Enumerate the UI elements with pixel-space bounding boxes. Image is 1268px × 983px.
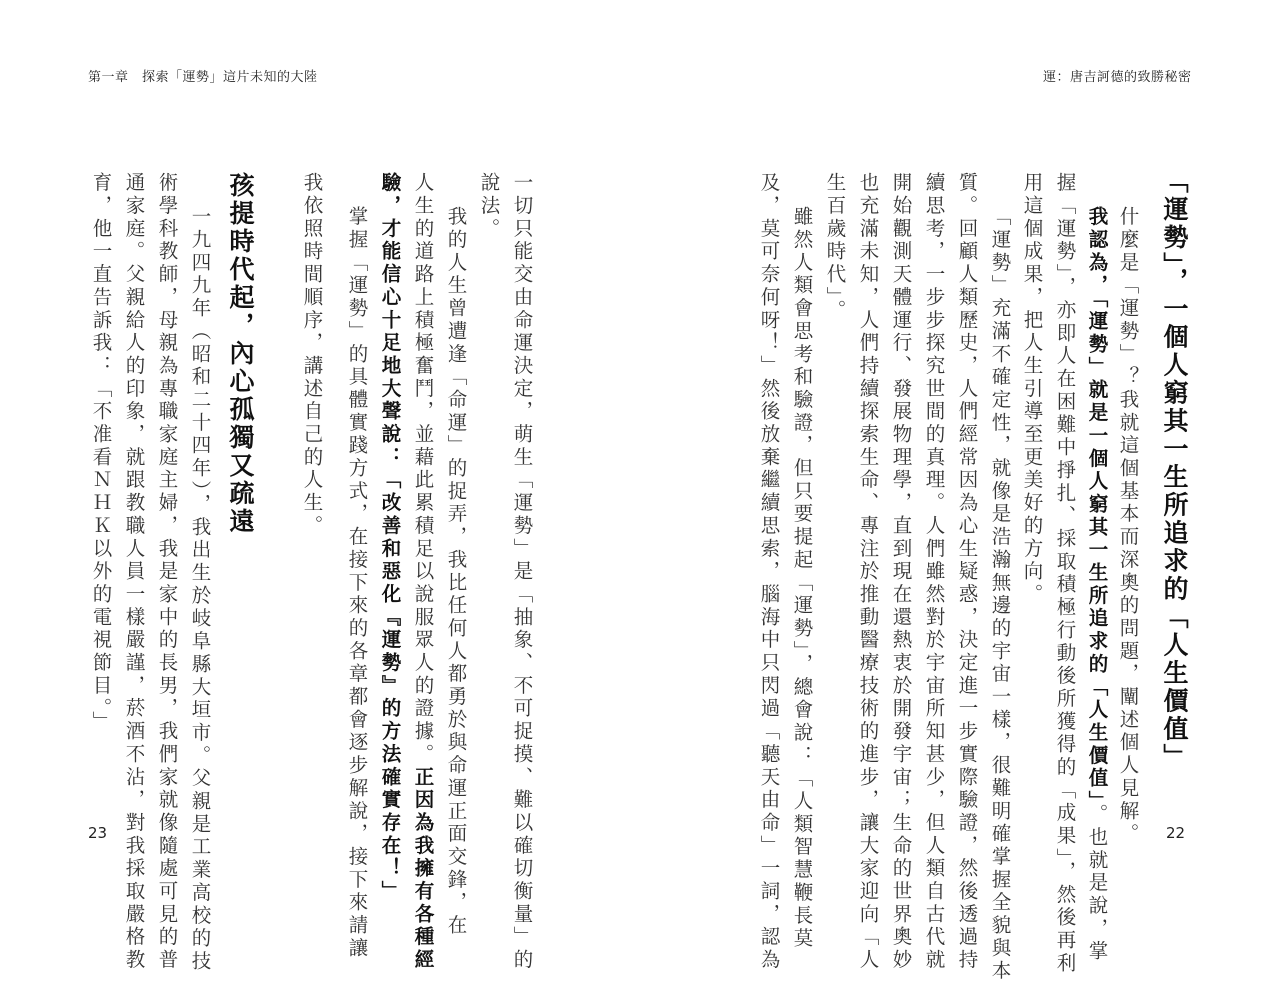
paragraph-line: 一切只能交由命運決定，萌生「運勢」是「抽象、不可捉摸、難以確切衡量」的 xyxy=(510,172,534,972)
section-heading: 「運勢」，一個人窮其一生所追求的「人生價值」 xyxy=(1160,168,1189,772)
paragraph-line: 我依照時間順序，講述自己的人生。 xyxy=(300,172,324,538)
paragraph-line: 續思考，一步步探究世間的真理。人們雖然對於宇宙所知甚少，但人類自古代就 xyxy=(922,172,946,972)
left-running-head: 第一章 探索「運勢」這片未知的大陸 xyxy=(88,70,318,85)
bold-statement: 我認為，「運勢」就是一個人窮其一生所追求的「人生價值」 xyxy=(1085,206,1109,804)
paragraph-line-bold: 驗，才能信心十足地大聲說：「改善和惡化『運勢』的方法確實存在！」 xyxy=(378,172,402,904)
paragraph-line xyxy=(413,172,433,972)
left-page-number: 23 xyxy=(88,824,108,842)
paragraph-line: 育，他一直告訴我：「不准看ＮＨＫ以外的電視節目。」 xyxy=(89,172,113,734)
paragraph-line: 握「運勢」，亦即人在困難中掙扎、採取積極行動後所獲得的「成果」，然後再利 xyxy=(1053,172,1077,976)
paragraph-line-bold xyxy=(1087,206,1107,963)
paragraph-line: 通家庭。父親給人的印象，就跟教職人員一樣嚴謹，菸酒不沾，對我採取嚴格教 xyxy=(122,172,146,972)
paragraph-line: 「運勢」充滿不確定性，就像是浩瀚無邊的宇宙一樣，很難明確掌握全貌與本 xyxy=(988,206,1012,983)
paragraph-line: 雖然人類會思考和驗證，但只要提起「運勢」，總會說：「人類智慧鞭長莫 xyxy=(790,206,814,951)
paragraph-line: 質。回顧人類歷史，人們經常因為心生疑惑，決定進一步實際驗證，然後透過持 xyxy=(955,172,979,972)
paragraph-line: 術學科教師，母親為專職家庭主婦，我是家中的長男，我們家就像隨處可見的普 xyxy=(155,172,179,972)
paragraph-line: 我的人生曾遭逢「命運」的捉弄，我比任何人都勇於與命運正面交鋒，在 xyxy=(444,206,468,938)
paragraph-line: 及，莫可奈何呀！」然後放棄繼續思索，腦海中只閃過「聽天由命」一詞，認為 xyxy=(757,172,781,972)
paragraph-line-head: 人生的道路上積極奮鬥，並藉此累積足以說服眾人的證據。 xyxy=(411,172,435,767)
paragraph-line: 一九四九年（昭和二十四年），我出生於岐阜縣大垣市。父親是工業高校的技 xyxy=(188,206,212,974)
right-running-head: 運：唐吉訶德的致勝秘密 xyxy=(1043,70,1192,85)
paragraph-line: 什麼是「運勢」？我就這個基本而深奧的問題，闡述個人見解。 xyxy=(1116,206,1140,846)
paragraph-line: 生百歲時代」。 xyxy=(823,172,847,323)
bold-statement: 正因為我擁有各種經 xyxy=(411,766,435,972)
subheading: 孩提時代起，內心孤獨又疏遠 xyxy=(226,172,255,536)
paragraph-line: 也充滿未知，人們持續探索生命、專注於推動醫療技術的進步，讓大家迎向「人 xyxy=(856,172,880,972)
right-page-number: 22 xyxy=(1166,824,1186,842)
paragraph-line: 開始觀測天體運行、發展物理學，直到現在還熱衷於開發宇宙；生命的世界奧妙 xyxy=(889,172,913,972)
paragraph-line: 掌握「運勢」的具體實踐方式，在接下來的各章都會逐步解說，接下來請讓 xyxy=(345,206,369,961)
paragraph-line: 用這個成果，把人生引導至更美好的方向。 xyxy=(1020,172,1044,607)
paragraph-line-tail: 。也就是說，掌 xyxy=(1085,803,1109,964)
paragraph-line: 說法。 xyxy=(477,172,501,241)
